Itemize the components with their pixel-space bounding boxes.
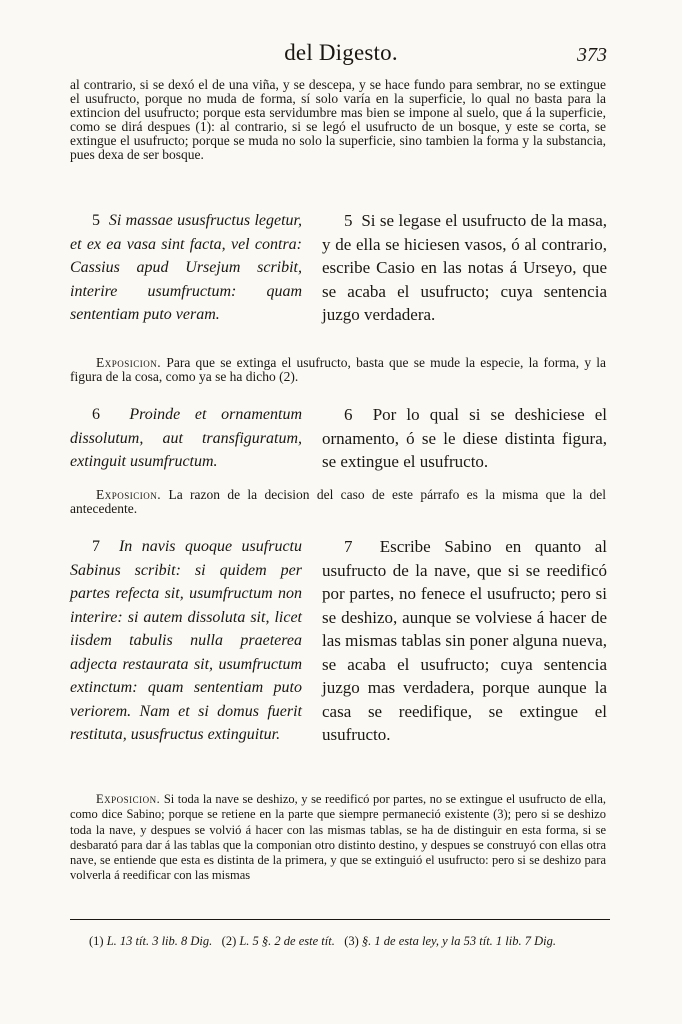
section-7-latin <box>70 535 302 747</box>
section-number: 7 <box>92 538 100 555</box>
section-number: 6 <box>344 405 353 424</box>
footnotes <box>75 934 615 948</box>
exposition-label: Exposicion. <box>96 355 162 370</box>
exposition-label: Exposicion. <box>96 792 161 806</box>
exposition-7 <box>70 792 606 884</box>
footnote-ref: L. 5 §. 2 de este tít. <box>239 934 335 948</box>
exposition-5 <box>70 356 606 384</box>
section-number: 6 <box>92 406 100 423</box>
section-5-spanish <box>322 209 607 327</box>
exposition-6 <box>70 488 606 516</box>
latin-text: Proinde et ornamentum dissolutum, aut transfiguratum, extinguit usumfructum. <box>70 406 302 470</box>
section-number: 5 <box>344 211 353 230</box>
footnote-rule <box>70 919 610 920</box>
spanish-text: Por lo qual si se deshiciese el ornamento, ó se le diese distinta figura, se extingue el usufructo. <box>322 405 607 471</box>
section-number: 7 <box>344 537 353 556</box>
footnote-marker: (1) <box>89 934 104 948</box>
section-7-spanish <box>322 535 607 747</box>
latin-text: Si massae ususfructus legetur, et ex ea vasa sint facta, vel contra: Cassius apud Ursejum scribit, interire usumfructum: quam sententiam puto veram. <box>70 212 303 323</box>
exposition-text: La razon de la decision del caso de este párrafo es la misma que la del antecedente. <box>70 487 607 516</box>
section-number: 5 <box>92 212 100 229</box>
exposition-label: Exposicion. <box>96 487 162 502</box>
section-6-spanish <box>322 403 607 474</box>
exposition-text: Para que se extinga el usufructo, basta que se mude la especie, la forma, y la figura de la cosa, como ya se ha dicho (2). <box>70 355 607 384</box>
page-number: 373 <box>577 44 607 66</box>
exposition-text: Si toda la nave se deshizo, y se reedificó por partes, no se extingue el usufructo de ella, como dice Sabino; porque se retiene en la parte que siempre permaneció existente (3); pero si se deshizo toda la nave, y despues se volvió á hacer con las mismas tablas, se ha de distinguir en esta forma, si se desbarató para dar á las tablas que la componian otro distinto destino, y despues se construyó con ellas otra nave, se entiende que esta es distinta de la primera, y que se extinguió el usufructo: pero si se deshizo para volverla á reedificar con las mismas <box>70 792 606 883</box>
running-header: del Digesto. <box>284 40 398 65</box>
section-5-latin <box>70 209 302 327</box>
footnote-ref: L. 13 tít. 3 lib. 8 Dig. <box>106 934 213 948</box>
footnote-marker: (3) <box>344 934 359 948</box>
footnote-marker: (2) <box>221 934 237 948</box>
latin-text: In navis quoque usufructu Sabinus scribit: si quidem per partes refecta sit, usumfructum non interire: si autem dissoluta sit, licet iisdem tabulis nulla praeterea adjecta restaurata sit, usumfructum extinctum: quam sententiam puto veriorem. Nam et si domus fuerit restituta, ususfructus extinguitur. <box>70 538 302 743</box>
spanish-text: Escribe Sabino en quanto al usufructo de la nave, que si se reedificó por partes, no fenece el usufructo; pero si se deshizo, aunque se volviese á hacer de las mismas tablas sin poner alguna nueva, se acaba el usufructo; cuya sentencia juzgo mas verdadera, porque aunque la casa se reedifique, se extingue el usufructo. <box>322 537 608 744</box>
footnote-ref: §. 1 de esta ley, y la 53 tít. 1 lib. 7 Dig. <box>361 934 556 948</box>
spanish-text: Si se legase el usufructo de la masa, y de ella se hiciesen vasos, ó al contrario, escribe Casio en las notas á Urseyo, que se acaba el usufructo; cuya sentencia juzgo verdadera. <box>322 211 607 324</box>
intro-paragraph: al contrario, si se dexó el de una viña, y se descepa, y se hace fundo para sembrar, no se extingue el usufructo, porque no muda de forma, sí solo varía en la superficie, lo qual no basta para la extincion del usufructo; porque esta servidumbre mas bien se impone al suelo, que á la superficie, como se dirá despues (1): al contrario, si se legó el usufructo de un bosque, y este se corta, se extingue el usufructo; porque se muda no solo la superficie, sino tambien la forma y la substancia, pues dexa de ser bosque. <box>70 77 606 162</box>
section-6-latin <box>70 403 302 474</box>
